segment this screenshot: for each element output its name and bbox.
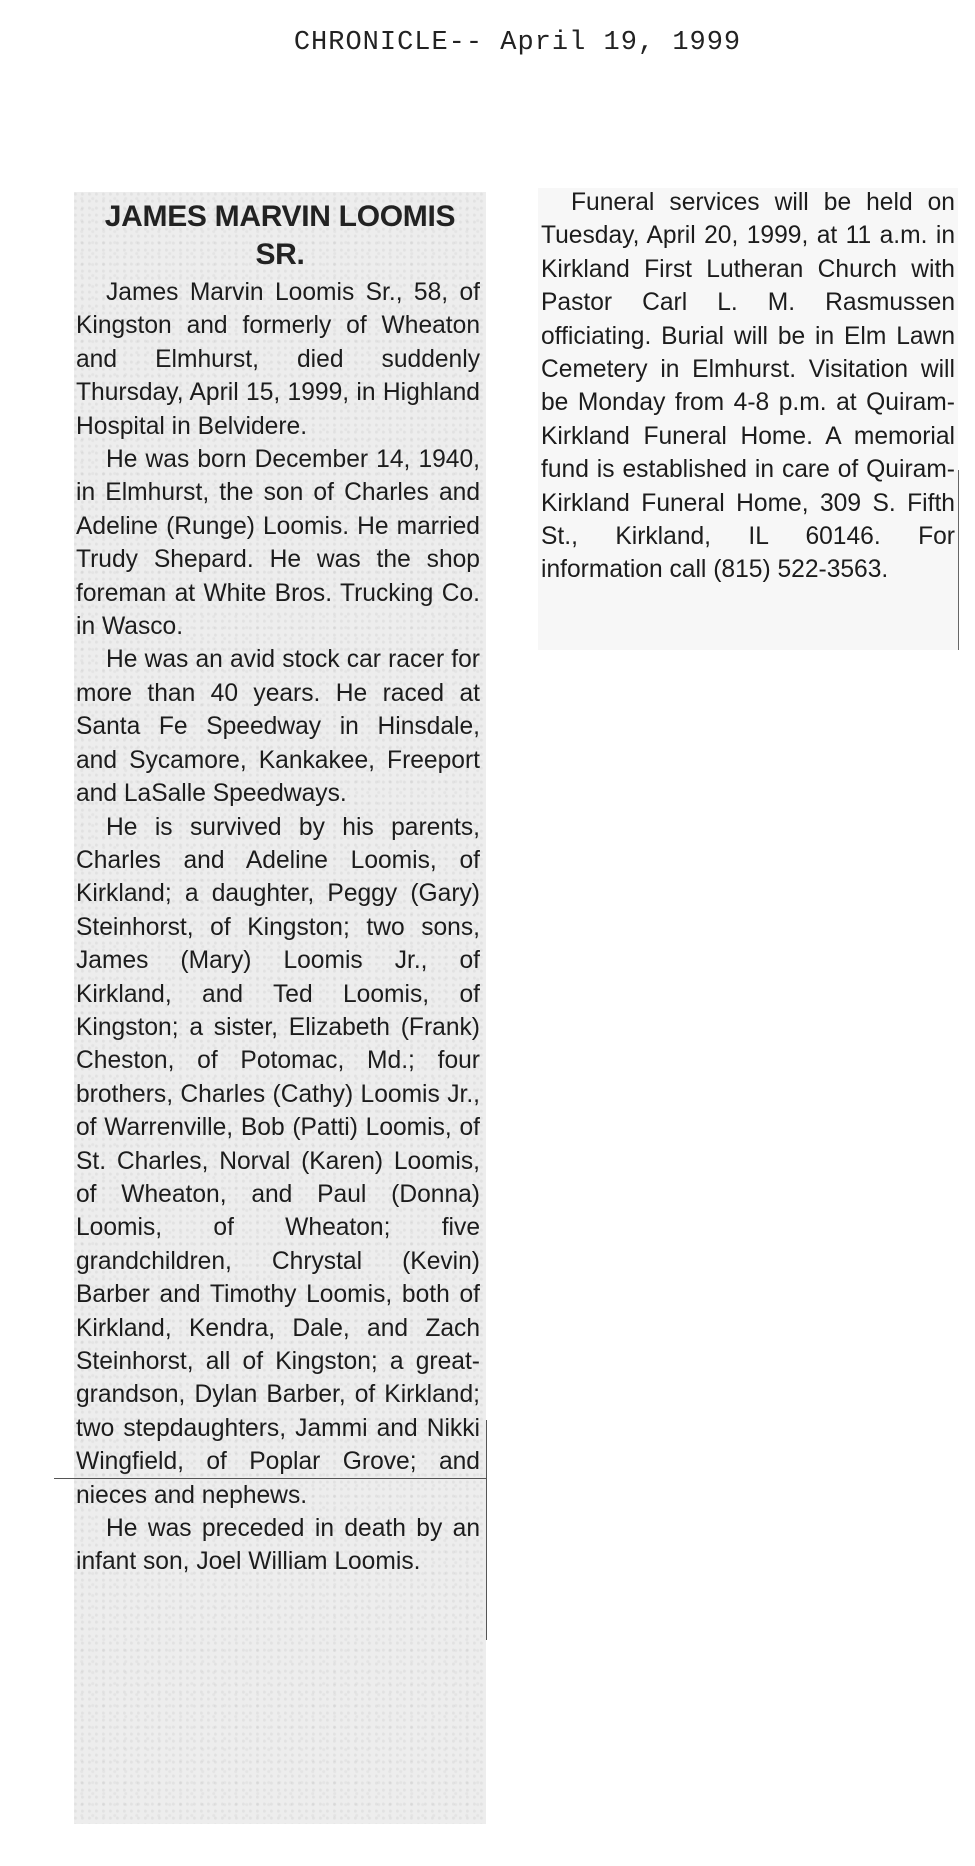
obituary-title bbox=[74, 198, 486, 274]
obituary-paragraph: He was preceded in death by an infant son, Joel William Loomis. bbox=[76, 1515, 480, 1576]
obituary-paragraph: He is survived by his parents, Charles and Adeline Loomis, of Kirkland; a daughter, Peggy (Gary) Steinhorst, of Kingston; two sons, James (Mary) Loomis Jr., of Kirkland, and Ted Loomis, of Kingston; a sister, Elizabeth (Frank) Cheston, of Potomac, Md.; four brothers, Charles (Cathy) Loomis Jr., of Warrenville, Bob (Patti) Loomis, of St. Charles, Norval (Karen) Loomis, of Wheaton, and Paul (Donna) Loomis, of Wheaton; five grandchildren, Chrystal (Kevin) Barber and Timothy Loomis, both of Kirkland, Kendra, Dale, and Zach Steinhorst, all of Kingston; a great-grandson, Dylan Barber, of Kirkland; two stepdaughters, Jammi and Nikki Wingfield, of Poplar Grove; and nieces and nephews. bbox=[76, 813, 480, 1509]
obituary-column-left bbox=[76, 276, 480, 1579]
publication-header: CHRONICLE-- April 19, 1999 bbox=[293, 28, 742, 58]
clipping-edge-line bbox=[486, 1420, 487, 1640]
obituary-paragraph: James Marvin Loomis Sr., 58, of Kingston and formerly of Wheaton and Elmhurst, died suddenly Thursday, April 15, 1999, in Highland Hospital in Belvidere. bbox=[76, 279, 480, 440]
obituary-paragraph: He was an avid stock car racer for more than 40 years. He raced at Santa Fe Speedway in Hinsdale, and Sycamore, Kankakee, Freeport and LaSalle Speedways. bbox=[76, 646, 480, 808]
obituary-paragraph: Funeral services will be held on Tuesday, April 20, 1999, at 11 a.m. in Kirkland First Lutheran Church with Pastor Carl L. M. Rasmussen officiating. Burial will be in Elm Lawn Cemetery in Elmhurst. Visitation will be Monday from 4-8 p.m. at Quiram-Kirkland Funeral Home. A memorial fund is established in care of Quiram-Kirkland Funeral Home, 309 S. Fifth St., Kirkland, IL 60146. For information call (815) 522-3563. bbox=[541, 189, 955, 584]
clipping-edge-line bbox=[958, 470, 959, 650]
obituary-column-right bbox=[541, 186, 955, 587]
obituary-title-line: SR. bbox=[255, 238, 305, 271]
obituary-title-line: JAMES MARVIN LOOMIS bbox=[104, 200, 456, 233]
obituary-paragraph: He was born December 14, 1940, in Elmhurst, the son of Charles and Adeline (Runge) Loomis. He married Trudy Shepard. He was the shop foreman at White Bros. Trucking Co. in Wasco. bbox=[76, 446, 480, 641]
